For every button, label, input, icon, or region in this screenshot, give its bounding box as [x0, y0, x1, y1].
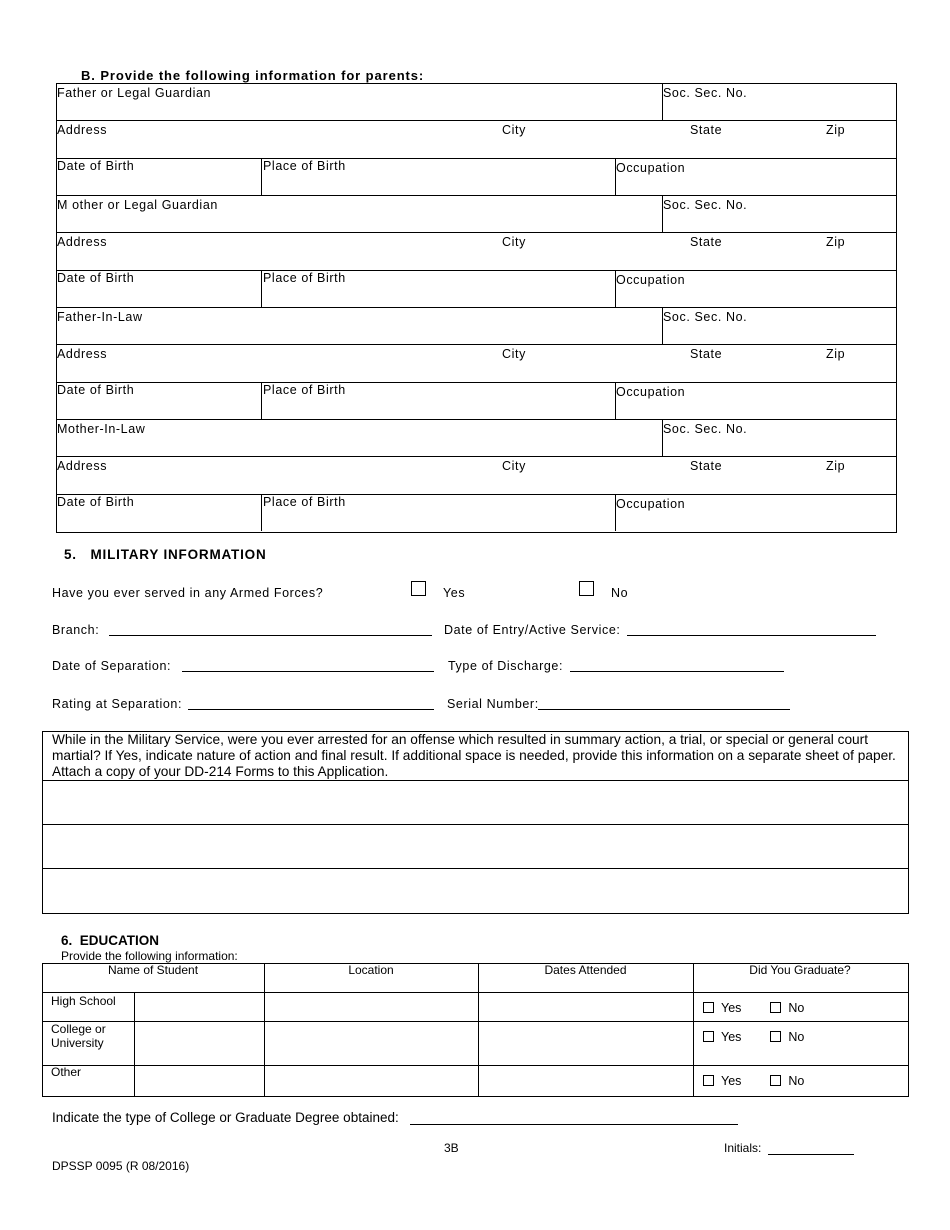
- discharge-field[interactable]: [570, 671, 784, 672]
- degree-field[interactable]: [410, 1124, 738, 1125]
- branch-field[interactable]: [109, 635, 432, 636]
- parent-city-label: City: [502, 459, 526, 473]
- arrest-answer-line-3[interactable]: [43, 869, 907, 911]
- parents-row-divider: [56, 344, 896, 345]
- parent-address-label: Address: [57, 459, 108, 473]
- parent-state-label: State: [690, 459, 723, 473]
- served-question: Have you ever served in any Armed Forces?: [52, 586, 324, 600]
- parent-pob-label: Place of Birth: [263, 159, 346, 173]
- edu-col-name: Name of Student: [107, 963, 199, 977]
- parent-zip-label: Zip: [826, 347, 846, 361]
- parents-row-divider: [56, 120, 896, 121]
- parent-state-label: State: [690, 235, 723, 249]
- parents-heading: B. Provide the following information for parents:: [81, 68, 425, 83]
- rating-label: Rating at Separation:: [52, 697, 183, 711]
- parent-occupation-label: Occupation: [616, 273, 686, 287]
- other-yes-checkbox[interactable]: [703, 1075, 714, 1086]
- college-no-checkbox[interactable]: [770, 1031, 781, 1042]
- parents-row-divider: [56, 158, 896, 159]
- edu-graduate-high-school: [703, 1001, 804, 1015]
- edu-row-high-school: High School: [51, 994, 116, 1008]
- arrest-answer-line-2[interactable]: [43, 825, 907, 868]
- high-school-yes-checkbox[interactable]: [703, 1002, 714, 1013]
- served-yes-checkbox[interactable]: [411, 581, 426, 596]
- serial-label: Serial Number:: [447, 697, 539, 711]
- parent-occupation-label: Occupation: [616, 385, 686, 399]
- parents-row-divider: [56, 382, 896, 383]
- parents-heading-text: Provide the following information for parents:: [100, 68, 425, 83]
- degree-label: Indicate the type of College or Graduate Degree obtained:: [52, 1110, 399, 1125]
- edu-col-divider: [693, 963, 694, 1096]
- rating-field[interactable]: [188, 709, 434, 710]
- edu-row-college: College or University: [51, 1022, 106, 1050]
- parent-address-label: Address: [57, 235, 108, 249]
- parent-city-label: City: [502, 235, 526, 249]
- parent-name-label: Mother-In-Law: [57, 422, 146, 436]
- parent-ssn-label: Soc. Sec. No.: [663, 198, 748, 212]
- parent-name-label: Father-In-Law: [57, 310, 143, 324]
- date-entry-label: Date of Entry/Active Service:: [444, 623, 621, 637]
- date-separation-field[interactable]: [182, 671, 434, 672]
- no-label: No: [788, 1001, 805, 1015]
- other-no-checkbox[interactable]: [770, 1075, 781, 1086]
- parent-occupation-label: Occupation: [616, 161, 686, 175]
- parent-pob-label: Place of Birth: [263, 383, 346, 397]
- edu-row-other: Other: [51, 1065, 82, 1079]
- military-heading: 5. MILITARY INFORMATION: [64, 547, 267, 562]
- arrest-answer-line-1[interactable]: [43, 781, 907, 824]
- parent-city-label: City: [502, 347, 526, 361]
- edu-graduate-other: [703, 1074, 804, 1088]
- parent-address-label: Address: [57, 347, 108, 361]
- parent-name-label: M other or Legal Guardian: [57, 198, 218, 212]
- yes-label: Yes: [721, 1030, 742, 1044]
- parent-pob-label: Place of Birth: [263, 495, 346, 509]
- parent-dob-label: Date of Birth: [57, 271, 135, 285]
- edu-graduate-college: [703, 1030, 804, 1044]
- edu-col-location: Location: [348, 963, 394, 977]
- parents-heading-letter: B: [81, 68, 92, 83]
- parent-name-label: Father or Legal Guardian: [57, 86, 212, 100]
- served-yes-label: Yes: [443, 586, 466, 600]
- parent-ssn-label: Soc. Sec. No.: [663, 310, 748, 324]
- no-label: No: [788, 1030, 805, 1044]
- parent-dob-label: Date of Birth: [57, 495, 135, 509]
- served-no-label: No: [611, 586, 629, 600]
- parents-col-divider: [261, 158, 262, 195]
- parent-zip-label: Zip: [826, 123, 846, 137]
- served-no-checkbox[interactable]: [579, 581, 594, 596]
- parent-ssn-label: Soc. Sec. No.: [663, 86, 748, 100]
- parents-row-divider: [56, 232, 896, 233]
- date-separation-label: Date of Separation:: [52, 659, 172, 673]
- parent-state-label: State: [690, 123, 723, 137]
- parent-state-label: State: [690, 347, 723, 361]
- education-subheading: Provide the following information:: [61, 949, 238, 963]
- edu-col-graduate: Did You Graduate?: [749, 963, 851, 977]
- edu-row-divider: [42, 1065, 908, 1066]
- serial-field[interactable]: [538, 709, 790, 710]
- parents-col-divider: [261, 382, 262, 419]
- education-heading: 6. EDUCATION: [61, 933, 160, 948]
- parent-zip-label: Zip: [826, 459, 846, 473]
- parent-ssn-label: Soc. Sec. No.: [663, 422, 748, 436]
- parents-row-divider: [56, 270, 896, 271]
- form-id: DPSSP 0095 (R 08/2016): [52, 1159, 190, 1173]
- parents-col-divider: [261, 494, 262, 531]
- page-number: 3B: [444, 1141, 459, 1155]
- arrest-question: While in the Military Service, were you ever arrested for an offense which resulted in summary action, a trial, or special or general court martial? If Yes, indicate nature of action and final result. If additional space is needed, provide this information on a separate sheet of paper. Attach a copy of your DD-214 Forms to this Application.: [52, 732, 896, 779]
- parents-row-divider: [56, 494, 896, 495]
- parent-address-label: Address: [57, 123, 108, 137]
- high-school-no-checkbox[interactable]: [770, 1002, 781, 1013]
- date-entry-field[interactable]: [627, 635, 876, 636]
- edu-col-divider: [134, 993, 135, 1096]
- parent-occupation-label: Occupation: [616, 497, 686, 511]
- yes-label: Yes: [721, 1074, 742, 1088]
- yes-label: Yes: [721, 1001, 742, 1015]
- parent-pob-label: Place of Birth: [263, 271, 346, 285]
- edu-row-divider: [42, 1021, 908, 1022]
- discharge-label: Type of Discharge:: [448, 659, 564, 673]
- parent-city-label: City: [502, 123, 526, 137]
- parents-row-divider: [56, 195, 896, 196]
- parents-row-divider: [56, 456, 896, 457]
- edu-col-dates: Dates Attended: [544, 963, 627, 977]
- edu-col-divider: [264, 963, 265, 1096]
- parent-dob-label: Date of Birth: [57, 159, 135, 173]
- initials-label: Initials:: [724, 1141, 762, 1155]
- initials-field[interactable]: [768, 1154, 854, 1155]
- parents-col-divider: [261, 270, 262, 307]
- parents-row-divider: [56, 419, 896, 420]
- parent-zip-label: Zip: [826, 235, 846, 249]
- branch-label: Branch:: [52, 623, 100, 637]
- edu-row-divider: [42, 992, 908, 993]
- edu-col-divider: [478, 963, 479, 1096]
- parents-row-divider: [56, 307, 896, 308]
- college-yes-checkbox[interactable]: [703, 1031, 714, 1042]
- parent-dob-label: Date of Birth: [57, 383, 135, 397]
- no-label: No: [788, 1074, 805, 1088]
